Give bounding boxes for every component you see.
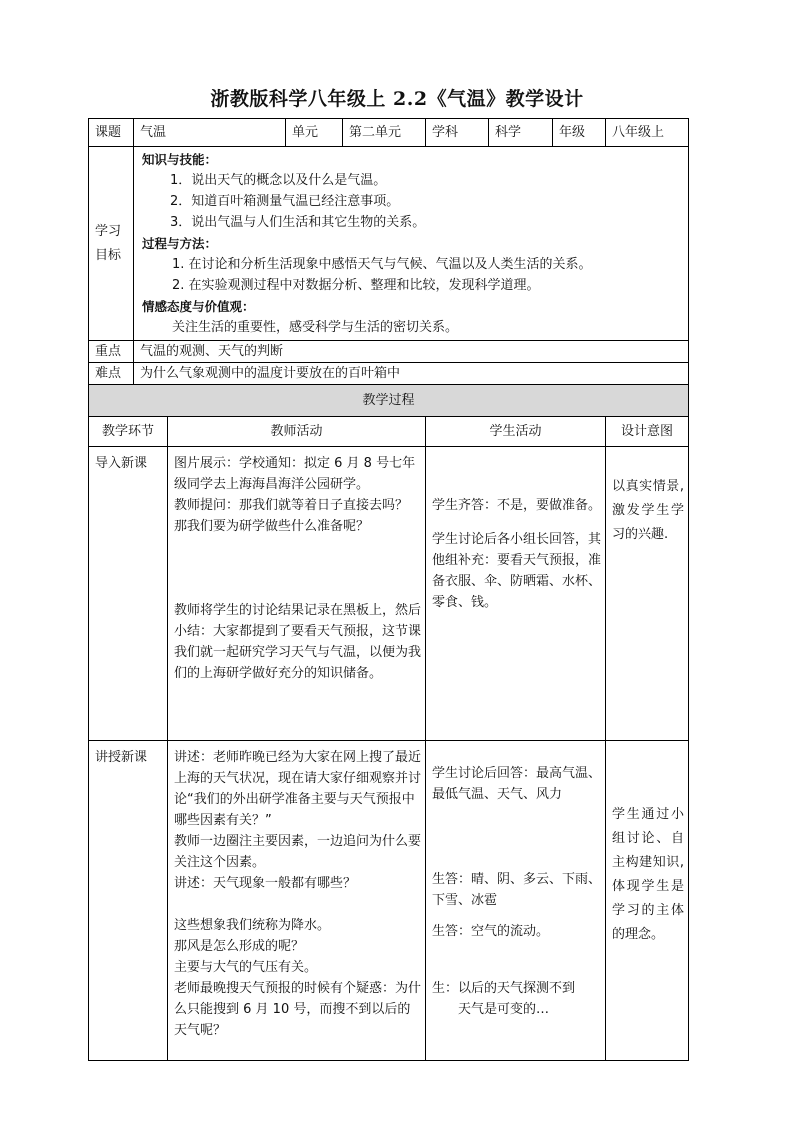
goal-item: 1．说出天气的概念以及什么是气温。 xyxy=(170,173,387,188)
student-text: 学生讨论后回答：最高气温、最低气温、天气、风力 xyxy=(432,766,602,802)
grade-label: 年级 xyxy=(553,119,606,147)
goal-item: 1. 在讨论和分析生活现象中感悟天气与气候、气温以及人类生活的关系。 xyxy=(172,257,592,272)
teacher-text: 这些想象我们统称为降水。 xyxy=(174,918,331,933)
student-text: 天气是可变的… xyxy=(458,1002,550,1017)
student-text: 学生齐答：不是，要做准备。 xyxy=(432,498,602,513)
teacher-text: 主要与大气的气压有关。 xyxy=(174,960,318,975)
subject-value: 科学 xyxy=(489,119,553,147)
table-row xyxy=(89,447,689,741)
topic-value: 气温 xyxy=(134,119,286,147)
process-title: 教学过程 xyxy=(89,385,689,417)
goals-label: 学习目标 xyxy=(89,147,134,341)
difficult-label: 难点 xyxy=(89,363,134,385)
teacher-cell xyxy=(168,447,426,741)
student-text: 生答：空气的流动。 xyxy=(432,924,550,939)
student-cell xyxy=(426,447,606,741)
teacher-text: 教师一边圈注主要因素，一边追问为什么要关注这个因素。 xyxy=(174,834,422,870)
header-teacher: 教师活动 xyxy=(168,417,426,447)
teacher-text: 教师将学生的讨论结果记录在黑板上，然后小结：大家都提到了要看天气预报，这节课我们就一起研究学习天气与气温，以便为我们的上海研学做好充分的知识储备。 xyxy=(174,603,422,681)
teacher-text: 教师提问：那我们就等着日子直接去吗？ xyxy=(174,498,409,513)
unit-label: 单元 xyxy=(286,119,343,147)
teacher-text: 那我们要为研学做些什么准备呢？ xyxy=(174,519,370,534)
student-cell xyxy=(426,741,606,1061)
teacher-text: 老师最晚搜天气预报的时候有个疑惑：为什么只能搜到 6 月 10 号，而搜不到以后的天气呢？ xyxy=(174,981,422,1038)
grade-value: 八年级上 xyxy=(606,119,689,147)
key-label: 重点 xyxy=(89,341,134,363)
goals-knowledge-heading: 知识与技能： xyxy=(142,152,218,167)
header-student: 学生活动 xyxy=(426,417,606,447)
teacher-text: 讲述：天气现象一般都有哪些？ xyxy=(174,876,357,891)
teacher-text: 那风是怎么形成的呢？ xyxy=(174,939,305,954)
document-title: 浙教版科学八年级上 2.2《气温》教学设计 xyxy=(210,88,584,110)
student-text: 生：以后的天气探测不到 xyxy=(432,981,576,996)
intent-cell: 学生通过小组讨论、自主构建知识,体现学生是学习的主体的理念。 xyxy=(606,741,689,1061)
student-text: 生答：晴、阴、多云、下雨、下雪、冰雹 xyxy=(432,872,602,908)
teacher-text: 讲述：老师昨晚已经为大家在网上搜了最近上海的天气状况，现在请大家仔细观察并讨论“我们的外出研学准备主要与天气预报中哪些因素有关？” xyxy=(174,750,422,828)
goal-item: 3．说出气温与人们生活和其它生物的关系。 xyxy=(170,215,426,230)
goal-item: 关注生活的重要性，感受科学与生活的密切关系。 xyxy=(172,320,459,335)
difficult-value: 为什么气象观测中的温度计要放在的百叶箱中 xyxy=(134,363,689,385)
key-value: 气温的观测、天气的判断 xyxy=(134,341,689,363)
teacher-text: 图片展示：学校通知：拟定 6 月 8 号七年级同学去上海海昌海洋公园研学。 xyxy=(174,456,416,492)
goal-item: 2. 在实验观测过程中对数据分析、整理和比较，发现科学道理。 xyxy=(172,278,540,293)
table-row xyxy=(89,741,689,1061)
goals-attitude-heading: 情感态度与价值观： xyxy=(142,299,255,314)
header-intent: 设计意图 xyxy=(606,417,689,447)
stage-cell: 讲授新课 xyxy=(89,741,168,1061)
topic-label: 课题 xyxy=(89,119,134,147)
unit-value: 第二单元 xyxy=(343,119,426,147)
header-stage: 教学环节 xyxy=(89,417,168,447)
teacher-cell xyxy=(168,741,426,1061)
goal-item: 2．知道百叶箱测量气温已经注意事项。 xyxy=(170,194,400,209)
stage-cell: 导入新课 xyxy=(89,447,168,741)
goals-process-heading: 过程与方法： xyxy=(142,236,218,251)
subject-label: 学科 xyxy=(426,119,489,147)
goals-content xyxy=(134,147,689,341)
lesson-plan-table xyxy=(88,118,689,1061)
intent-cell: 以真实情景,激发学生学习的兴趣. xyxy=(606,447,689,741)
student-text: 学生讨论后各小组长回答，其他组补充：要看天气预报，准备衣服、伞、防晒霜、水杯、零食、钱。 xyxy=(432,532,602,610)
